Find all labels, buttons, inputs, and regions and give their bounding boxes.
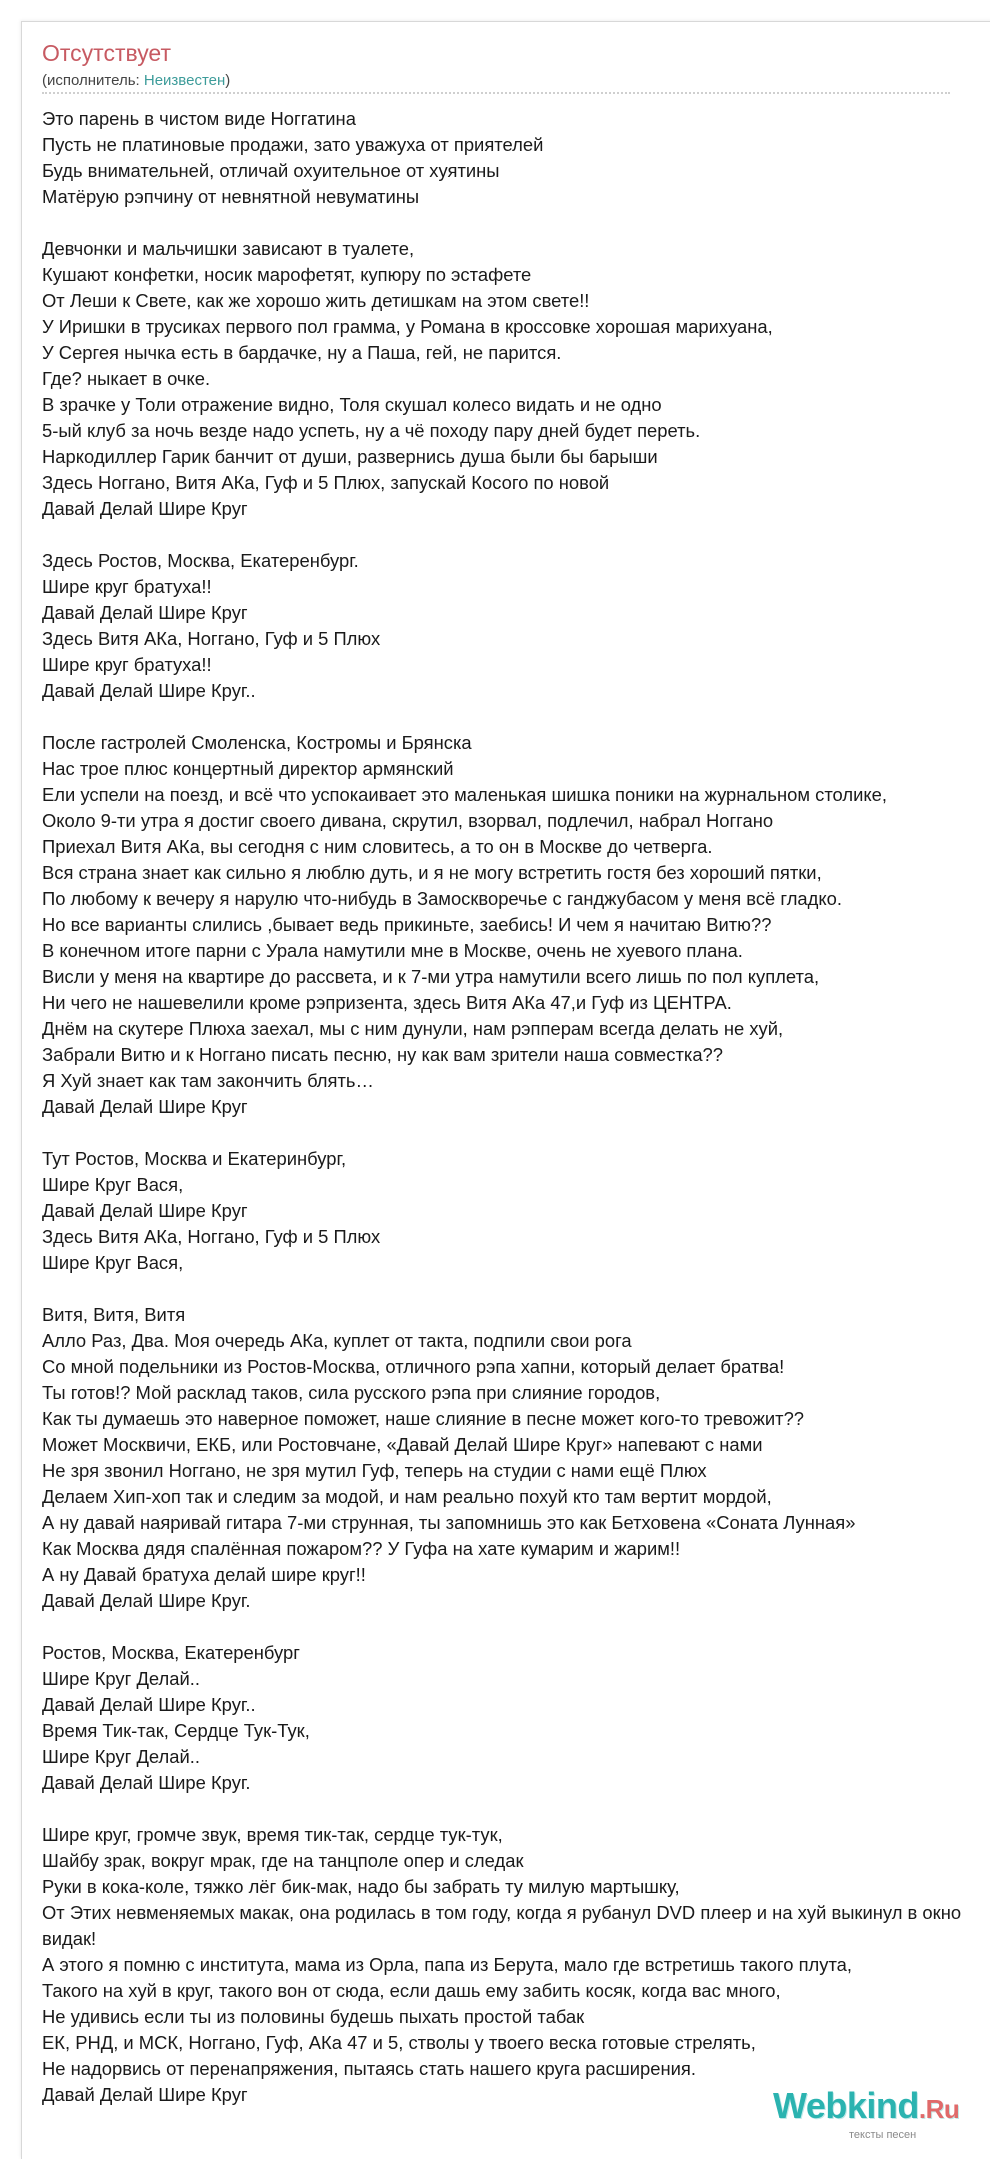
lyric-line: Руки в кока-коле, тяжко лёг бик-мак, надо бы забрать ту милую мартышку, (42, 1876, 680, 1897)
lyric-line: А этого я помню с института, мама из Орла, папа из Берута, мало где встретишь такого плута, (42, 1954, 853, 1975)
lyric-line: Здесь Витя АКа, Ноггано, Гуф и 5 Плюх (42, 628, 381, 649)
lyric-line: Матёрую рэпчину от невнятной невуматины (42, 186, 420, 207)
lyric-line: Висли у меня на квартире до рассвета, и к 7-ми утра намутили всего лишь по пол куплета, (42, 966, 820, 987)
lyric-line: Шире Круг Вася, (42, 1252, 184, 1273)
stanza-break (42, 210, 990, 236)
lyric-line: Не зря звонил Ноггано, не зря мутил Гуф, теперь на студии с нами ещё Плюх (42, 1460, 707, 1481)
lyric-line: Здесь Ростов, Москва, Екатеренбург. (42, 550, 359, 571)
logo-tld: .Ru (918, 2094, 960, 2124)
lyric-line: Не удивись если ты из половины будешь пыхать простой табак (42, 2006, 585, 2027)
stanza-break (42, 1614, 990, 1640)
lyric-line: Шире круг братуха!! (42, 654, 212, 675)
stanza-break (42, 1276, 990, 1302)
lyric-line: Шире круг братуха!! (42, 576, 212, 597)
lyric-line: Это парень в чистом виде Ноггатина (42, 108, 356, 129)
lyric-line: Давай Делай Шире Круг (42, 2084, 248, 2105)
performer-link[interactable]: Неизвестен (143, 72, 226, 89)
lyric-line: Где? ныкает в очке. (42, 368, 211, 389)
performer-prefix: (исполнитель: (42, 72, 144, 89)
stanza-break (42, 522, 990, 548)
lyric-line: Наркодиллер Гарик банчит от души, развернись душа были бы барыши (42, 446, 658, 467)
lyric-line: Но все варианты слились ,бывает ведь прикиньте, заебись! И чем я начитаю Витю?? (42, 914, 772, 935)
lyric-line: После гастролей Смоленска, Костромы и Брянска (42, 732, 472, 753)
header-divider (42, 92, 950, 94)
lyric-line: Давай Делай Шире Круг. (42, 1772, 251, 1793)
site-logo[interactable] (773, 2085, 983, 2145)
lyric-line: Приехал Витя АКа, вы сегодня с ним словитесь, а то он в Москве до четверга. (42, 836, 713, 857)
stanza-break (42, 1120, 990, 1146)
lyric-line: Пусть не платиновые продажи, зато уважуха от приятелей (42, 134, 544, 155)
performer-line (42, 72, 230, 89)
lyric-line: Нас трое плюс концертный директор армянский (42, 758, 454, 779)
lyric-line: Витя, Витя, Витя (42, 1304, 186, 1325)
lyric-line: От Этих невменяемых макак, она родилась в том году, когда я рубанул DVD плеер и на хуй выкинул в окно (42, 1902, 962, 1923)
lyric-line: Ростов, Москва, Екатеренбург (42, 1642, 300, 1663)
lyric-line: Не надорвись от перенапряжения, пытаясь стать нашего круга расширения. (42, 2058, 696, 2079)
lyric-line: У Иришки в трусиках первого пол грамма, у Романа в кроссовке хорошая марихуана, (42, 316, 773, 337)
lyric-line: Кушают конфетки, носик марофетят, купюру по эстафете (42, 264, 532, 285)
lyric-line: Как Москва дядя спалённая пожаром?? У Гуфа на хате кумарим и жарим!! (42, 1538, 681, 1559)
lyric-line: У Сергея нычка есть в бардачке, ну а Паша, гей, не парится. (42, 342, 562, 363)
lyric-line: Вся страна знает как сильно я люблю дуть, и я не могу встретить гостя без хороший пятки, (42, 862, 822, 883)
lyric-line: 5-ый клуб за ночь везде надо успеть, ну а чё походу пару дней будет переть. (42, 420, 701, 441)
lyric-line: Давай Делай Шире Круг. (42, 1590, 251, 1611)
lyric-line: Давай Делай Шире Круг (42, 498, 248, 519)
logo-name: Webkind (773, 2085, 919, 2126)
lyric-line: Шире Круг Делай.. (42, 1668, 200, 1689)
lyric-line: Делаем Хип-хоп так и следим за модой, и нам реально похуй кто там вертит мордой, (42, 1486, 772, 1507)
lyric-line: Шире круг, громче звук, время тик-так, сердце тук-тук, (42, 1824, 503, 1845)
lyric-line: Может Москвичи, ЕКБ, или Ростовчане, «Давай Делай Шире Круг» напевают с нами (42, 1434, 763, 1455)
lyric-line: Давай Делай Шире Круг (42, 1096, 248, 1117)
lyric-line: Давай Делай Шире Круг (42, 602, 248, 623)
lyric-line: Шире Круг Делай.. (42, 1746, 200, 1767)
lyric-line: А ну Давай братуха делай шире круг!! (42, 1564, 366, 1585)
lyric-line: Около 9-ти утра я достиг своего дивана, скрутил, взорвал, подлечил, набрал Ноггано (42, 810, 774, 831)
lyric-line: Давай Делай Шире Круг (42, 1200, 248, 1221)
lyric-line: Забрали Витю и к Ноггано писать песню, ну как вам зрители наша совместка?? (42, 1044, 724, 1065)
logo-wordmark (773, 2085, 959, 2127)
lyric-line: Как ты думаешь это наверное поможет, наше слияние в песне может кого-то тревожит?? (42, 1408, 805, 1429)
lyrics-text (42, 106, 990, 2108)
lyric-line: Такого на хуй в круг, такого вон от сюда, если дашь ему забить косяк, когда вас много, (42, 1980, 781, 2001)
lyric-line: А ну давай наяривай гитара 7-ми струнная, ты запомнишь это как Бетховена «Соната Лунная» (42, 1512, 856, 1533)
lyric-line: Давай Делай Шире Круг.. (42, 1694, 256, 1715)
lyric-line: По любому к вечеру я нарулю что-нибудь в Замоскворечье с ганджубасом у меня всё гладко. (42, 888, 842, 909)
song-title: Отсутствует (42, 40, 171, 66)
lyric-line: Тут Ростов, Москва и Екатеринбург, (42, 1148, 347, 1169)
lyric-line: Ты готов!? Мой расклад таков, сила русского рэпа при слияние городов, (42, 1382, 661, 1403)
stanza-break (42, 704, 990, 730)
lyric-line: Шире Круг Вася, (42, 1174, 184, 1195)
lyric-line: От Леши к Свете, как же хорошо жить детишкам на этом свете!! (42, 290, 590, 311)
logo-tagline: тексты песен (849, 2129, 917, 2141)
lyric-line: Здесь Витя АКа, Ноггано, Гуф и 5 Плюх (42, 1226, 381, 1247)
lyric-line: Время Тик-так, Сердце Тук-Тук, (42, 1720, 310, 1741)
lyric-line: Шайбу зрак, вокруг мрак, где на танцполе опер и следак (42, 1850, 524, 1871)
lyric-line: Здесь Ноггано, Витя АКа, Гуф и 5 Плюх, запускай Косого по новой (42, 472, 610, 493)
lyric-line: В зрачке у Толи отражение видно, Толя скушал колесо видать и не одно (42, 394, 662, 415)
lyric-line: Ели успели на поезд, и всё что успокаивает это маленькая шишка поники на журнальном столике, (42, 784, 887, 805)
lyric-line: ЕК, РНД, и МСК, Ноггано, Гуф, АКа 47 и 5, стволы у твоего веска готовые стрелять, (42, 2032, 756, 2053)
lyric-line: Давай Делай Шире Круг.. (42, 680, 256, 701)
lyric-line: В конечном итоге парни с Урала намутили мне в Москве, очень не хуевого плана. (42, 940, 743, 961)
performer-suffix: ) (225, 72, 231, 89)
lyric-line: Алло Раз, Два. Моя очередь АКа, куплет от такта, подпили свои рога (42, 1330, 632, 1351)
lyric-line: видак! (42, 1928, 97, 1949)
lyric-line: Со мной подельники из Ростов-Москва, отличного рэпа хапни, который делает братва! (42, 1356, 785, 1377)
lyric-line: Я Хуй знает как там закончить блять… (42, 1070, 374, 1091)
lyric-line: Будь внимательней, отличай охуительное от хуятины (42, 160, 500, 181)
stanza-break (42, 1796, 990, 1822)
lyric-line: Днём на скутере Плюха заехал, мы с ним дунули, нам рэпперам всегда делать не хуй, (42, 1018, 784, 1039)
lyric-line: Ни чего не нашевелили кроме рэпризента, здесь Витя АКа 47,и Гуф из ЦЕНТРА. (42, 992, 732, 1013)
lyric-line: Девчонки и мальчишки зависают в туалете, (42, 238, 415, 259)
